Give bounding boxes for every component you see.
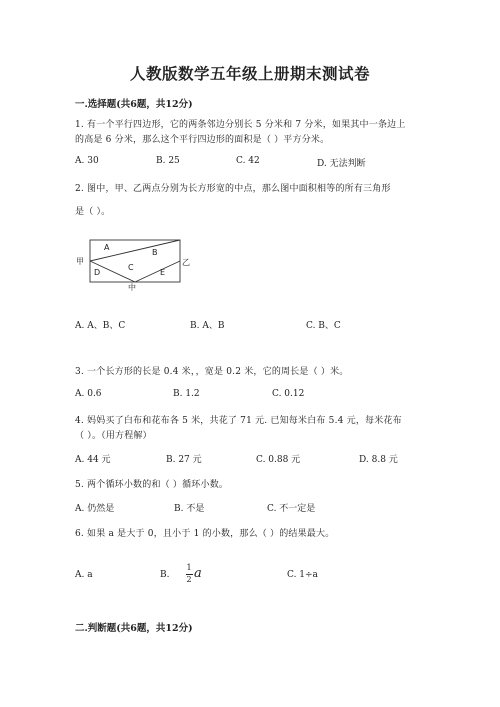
q2-option-c[interactable]: C. B、C	[306, 321, 341, 331]
q5-option-a[interactable]: A. 仍然是	[75, 504, 115, 514]
page-title: 人教版数学五年级上册期末测试卷	[129, 64, 370, 83]
label-jia: 甲	[76, 257, 84, 266]
q1-option-d[interactable]: D. 无法判断	[317, 159, 366, 169]
region-a: A	[104, 243, 110, 252]
q5-option-c[interactable]: C. 不一定是	[267, 504, 316, 514]
q4-option-b[interactable]: B. 27 元	[166, 455, 202, 465]
q3-option-b[interactable]: B. 1.2	[173, 389, 200, 399]
q3-option-a[interactable]: A. 0.6	[75, 389, 102, 399]
section-2-heading: 二.判断题(共6题，共12分)	[75, 623, 193, 634]
q2-text-line2: 是（ ）。	[75, 207, 111, 217]
q4-text-line2: （ ）。（用方程解）	[75, 431, 152, 441]
q4-option-c[interactable]: C. 0.88 元	[256, 455, 301, 465]
q5-option-b[interactable]: B. 不是	[174, 504, 205, 514]
q6-option-a[interactable]: A. a	[75, 570, 93, 580]
q1-option-c[interactable]: C. 42	[236, 156, 260, 166]
q6-fraction-variable: a	[194, 566, 202, 581]
q6-option-c[interactable]: C. 1÷a	[287, 570, 318, 580]
q4-text-line1: 4. 妈妈买了白布和花布各 5 米，共花了 71 元. 已知每米白布 5.4 元，每米花布	[75, 416, 402, 426]
section-1-heading: 一.选择题(共6题，共12分)	[75, 99, 193, 110]
label-zhong: 中	[128, 283, 136, 292]
q1-text-line2: 的高是 6 分米，那么这个平行四边形的面积是（ ）平方分米。	[75, 135, 330, 145]
q1-text-line1: 1. 有一个平行四边形，它的两条邻边分别长 5 分米和 7 分米，如果其中一条边上	[75, 120, 406, 130]
q6-option-b-label[interactable]: B.	[160, 570, 170, 580]
q1-option-b[interactable]: B. 25	[156, 156, 180, 166]
region-d: D	[94, 268, 101, 277]
q6-text-line1: 6. 如果 a 是大于 0，且小于 1 的小数，那么（ ）的结果最大。	[75, 529, 335, 539]
q5-text-line1: 5. 两个循环小数的和（ ）循环小数。	[75, 480, 229, 490]
q2-option-a[interactable]: A. A、B、C	[75, 321, 126, 331]
q3-option-c[interactable]: C. 0.12	[272, 389, 305, 399]
q3-text-line1: 3. 一个长方形的长是 0.4 米，，宽是 0.2 米，它的周长是（ ）米。	[75, 367, 349, 377]
q1-option-a[interactable]: A. 30	[75, 156, 99, 166]
label-yi: 乙	[182, 258, 190, 267]
q4-option-a[interactable]: A. 44 元	[75, 455, 111, 465]
q4-option-d[interactable]: D. 8.8 元	[359, 455, 398, 465]
region-b: B	[152, 248, 158, 257]
q6-fraction-denominator: 2	[186, 575, 192, 584]
q6-fraction-numerator: 1	[186, 563, 192, 572]
region-e: E	[160, 268, 166, 277]
q2-rectangle-figure	[70, 232, 200, 294]
q2-text-line1: 2. 图中，甲、乙两点分别为长方形宽的中点，那么图中面积相等的所有三角形	[75, 184, 391, 194]
q2-option-b[interactable]: B. A、B	[190, 321, 225, 331]
region-c: C	[128, 263, 134, 272]
